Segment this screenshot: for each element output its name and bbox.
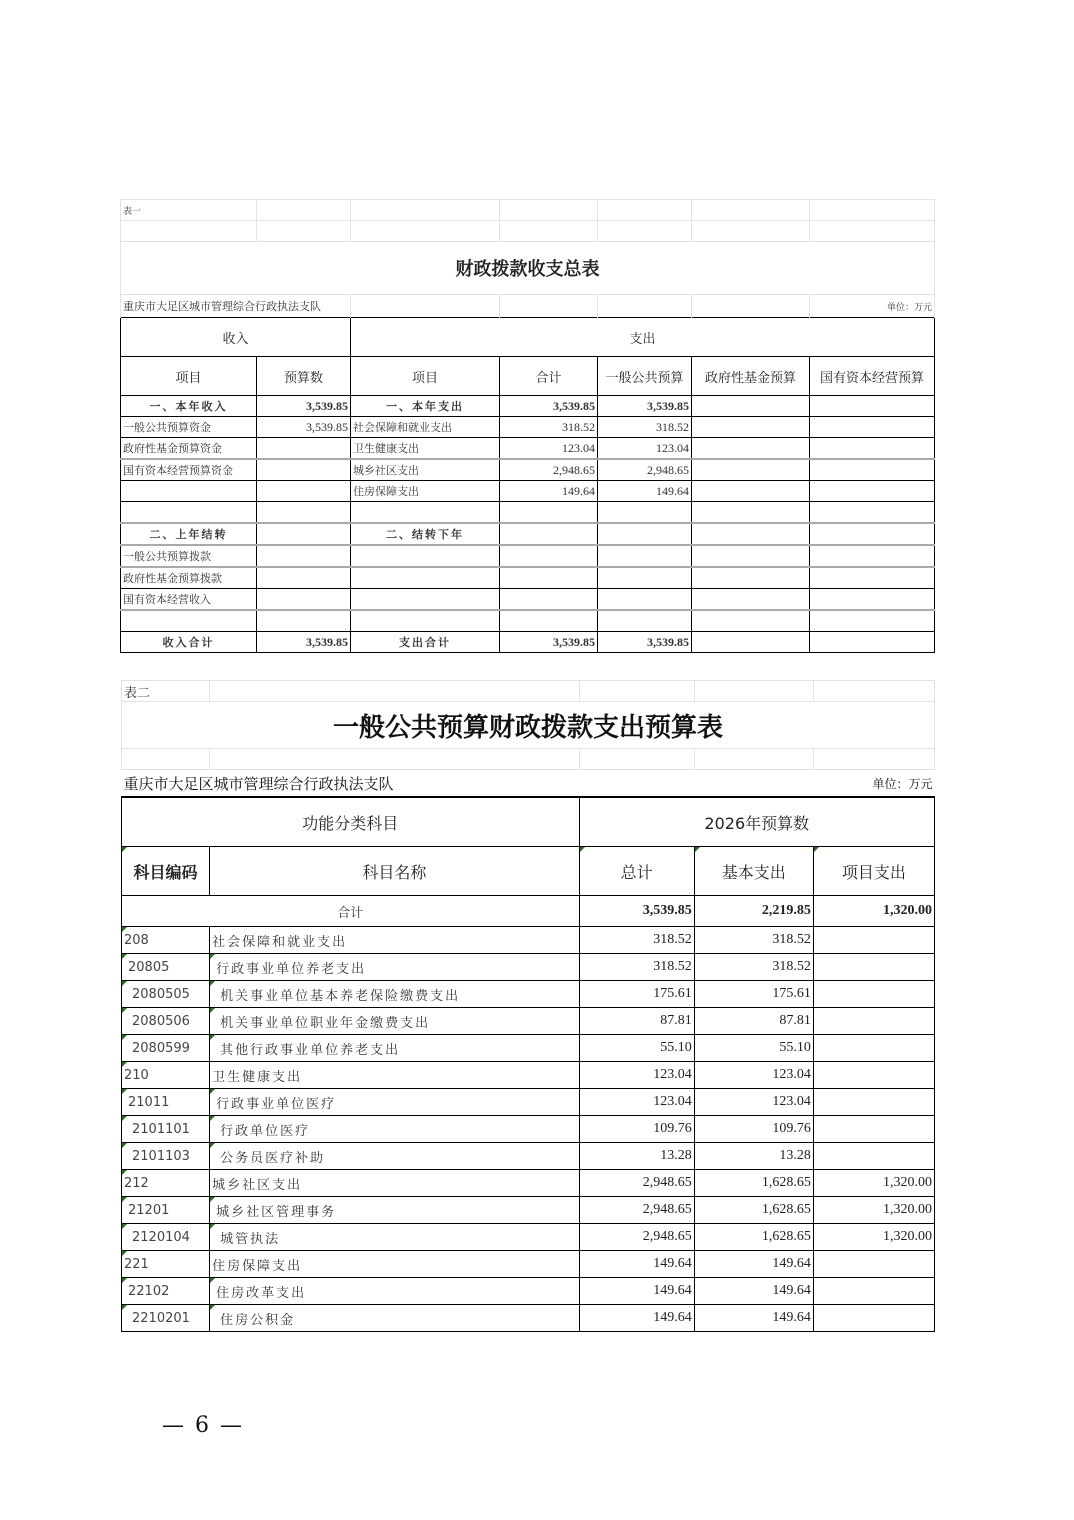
cell-general (598, 523, 692, 545)
cell-total: 3,539.85 (500, 396, 598, 417)
cell-project (813, 1062, 934, 1089)
cell-total: 2,948.65 (579, 1224, 694, 1251)
table-row (122, 981, 935, 1008)
col-header: 合计 (500, 357, 598, 396)
project-amount: 1,320.00 (813, 896, 934, 927)
cell-fund (692, 545, 810, 567)
cell-in-amt: 3,539.85 (257, 396, 351, 417)
table-row (122, 954, 935, 981)
cell-ex-item (351, 567, 500, 589)
cell-fund (692, 396, 810, 417)
cell-state (810, 523, 935, 545)
cell-in-item: 二、上年结转 (121, 523, 257, 545)
cell-total (500, 589, 598, 611)
cell-in-amt (257, 438, 351, 460)
table-row (121, 417, 935, 438)
table-row (122, 1089, 935, 1116)
cell-state (810, 459, 935, 481)
cell-total: 123.04 (579, 1062, 694, 1089)
cell-name: 行政事业单位养老支出 (210, 954, 579, 981)
cell-name: 住房改革支出 (210, 1278, 579, 1305)
cell-basic: 1,628.65 (694, 1170, 813, 1197)
cell-total (500, 545, 598, 567)
cell-total: 2,948.65 (579, 1197, 694, 1224)
cell-total: 175.61 (579, 981, 694, 1008)
cell-basic: 55.10 (694, 1035, 813, 1062)
cell-total: 13.28 (579, 1143, 694, 1170)
cell-total: 123.04 (579, 1089, 694, 1116)
cell-total (500, 610, 598, 632)
cell-project (813, 1035, 934, 1062)
cell-code: 2080505 (122, 981, 210, 1008)
cell-basic: 1,628.65 (694, 1224, 813, 1251)
cell-code: 2120104 (122, 1224, 210, 1251)
cell-total: 109.76 (579, 1116, 694, 1143)
cell-code: 2101103 (122, 1143, 210, 1170)
cell-total: 318.52 (579, 954, 694, 981)
total-label: 合计 (122, 896, 580, 927)
col-header: 总计 (579, 847, 694, 896)
cell-in-item (121, 481, 257, 502)
cell-general (598, 610, 692, 632)
cell-code: 210 (122, 1062, 210, 1089)
cell-project: 1,320.00 (813, 1224, 934, 1251)
cell-code: 221 (122, 1251, 210, 1278)
table-row (121, 438, 935, 460)
cell-in-item: 政府性基金预算拨款 (121, 567, 257, 589)
cell-in-amt (257, 610, 351, 632)
cell-basic: 149.64 (694, 1305, 813, 1332)
table-row (122, 1278, 935, 1305)
cell-basic: 123.04 (694, 1062, 813, 1089)
cell-in-item: 一般公共预算拨款 (121, 545, 257, 567)
fiscal-summary-table (120, 199, 935, 653)
table-row (122, 1170, 935, 1197)
cell-name: 其他行政事业单位养老支出 (210, 1035, 579, 1062)
cell-in-amt (257, 459, 351, 481)
cell-ex-item: 二、结转下年 (351, 523, 500, 545)
cell-general (598, 502, 692, 524)
cell-in-amt (257, 545, 351, 567)
cell-state (810, 438, 935, 460)
table-row (122, 1224, 935, 1251)
cell-in-amt: 3,539.85 (257, 417, 351, 438)
cell-general: 3,539.85 (598, 632, 692, 653)
expense-header: 支出 (351, 318, 935, 357)
col-header: 国有资本经营预算 (810, 357, 935, 396)
cell-general: 318.52 (598, 417, 692, 438)
cell-fund (692, 502, 810, 524)
cell-total: 149.64 (579, 1305, 694, 1332)
table-row (121, 545, 935, 567)
col-header: 项目 (351, 357, 500, 396)
cell-state (810, 567, 935, 589)
cell-general: 2,948.65 (598, 459, 692, 481)
cell-code: 2080599 (122, 1035, 210, 1062)
cell-total: 149.64 (579, 1251, 694, 1278)
table-row (121, 481, 935, 502)
cell-in-item: 一般公共预算资金 (121, 417, 257, 438)
col-header: 项目支出 (813, 847, 934, 896)
cell-name: 卫生健康支出 (210, 1062, 579, 1089)
cell-project (813, 1143, 934, 1170)
total-amount: 3,539.85 (579, 896, 694, 927)
cell-state (810, 589, 935, 611)
cell-code: 21201 (122, 1197, 210, 1224)
cell-total: 149.64 (579, 1278, 694, 1305)
cell-project (813, 1089, 934, 1116)
cell-project (813, 1305, 934, 1332)
cell-total (500, 567, 598, 589)
cell-ex-item: 住房保障支出 (351, 481, 500, 502)
cell-in-item: 国有资本经营预算资金 (121, 459, 257, 481)
cell-total: 87.81 (579, 1008, 694, 1035)
table-row (122, 1197, 935, 1224)
table-row (121, 523, 935, 545)
cell-in-item: 一、本年收入 (121, 396, 257, 417)
cell-ex-item (351, 545, 500, 567)
cell-project (813, 1251, 934, 1278)
cell-name: 社会保障和就业支出 (210, 927, 579, 954)
col-header: 基本支出 (694, 847, 813, 896)
cell-ex-item: 支出合计 (351, 632, 500, 653)
table-row (121, 396, 935, 417)
cell-in-item (121, 502, 257, 524)
cell-in-item (121, 610, 257, 632)
table-row (122, 927, 935, 954)
cell-in-amt (257, 523, 351, 545)
cell-fund (692, 589, 810, 611)
cell-code: 21011 (122, 1089, 210, 1116)
cell-project (813, 1278, 934, 1305)
cell-general (598, 567, 692, 589)
cell-fund (692, 610, 810, 632)
cell-in-amt (257, 502, 351, 524)
cell-project (813, 1116, 934, 1143)
cell-code: 2080506 (122, 1008, 210, 1035)
cell-name: 机关事业单位职业年金缴费支出 (210, 1008, 579, 1035)
cell-fund (692, 632, 810, 653)
cell-project: 1,320.00 (813, 1170, 934, 1197)
cell-general: 123.04 (598, 438, 692, 460)
cell-ex-item: 一、本年支出 (351, 396, 500, 417)
unit-label: 单位：万元 (813, 770, 934, 798)
cell-project (813, 954, 934, 981)
cell-state (810, 502, 935, 524)
cell-basic: 123.04 (694, 1089, 813, 1116)
cell-code: 22102 (122, 1278, 210, 1305)
cell-fund (692, 567, 810, 589)
table-row (122, 1008, 935, 1035)
cell-state (810, 481, 935, 502)
cell-total: 2,948.65 (500, 459, 598, 481)
cell-in-amt (257, 589, 351, 611)
col-header: 政府性基金预算 (692, 357, 810, 396)
cell-total: 149.64 (500, 481, 598, 502)
cell-ex-item: 社会保障和就业支出 (351, 417, 500, 438)
cell-code: 208 (122, 927, 210, 954)
cell-basic: 318.52 (694, 927, 813, 954)
organization-name: 重庆市大足区城市管理综合行政执法支队 (121, 295, 351, 318)
cell-code: 2101101 (122, 1116, 210, 1143)
cell-in-item: 国有资本经营收入 (121, 589, 257, 611)
cell-ex-item (351, 502, 500, 524)
table-row (122, 1305, 935, 1332)
cell-project (813, 1008, 934, 1035)
table-row (121, 632, 935, 653)
basic-amount: 2,219.85 (694, 896, 813, 927)
cell-basic: 1,628.65 (694, 1197, 813, 1224)
table-title: 一般公共预算财政拨款支出预算表 (122, 702, 935, 749)
cell-ex-item: 城乡社区支出 (351, 459, 500, 481)
cell-name: 机关事业单位基本养老保险缴费支出 (210, 981, 579, 1008)
cell-state (810, 610, 935, 632)
cell-project (813, 927, 934, 954)
organization-name: 重庆市大足区城市管理综合行政执法支队 (122, 770, 580, 798)
table-row (121, 589, 935, 611)
cell-total: 3,539.85 (500, 632, 598, 653)
table-title: 财政拨款收支总表 (121, 242, 935, 295)
col-header: 科目编码 (122, 847, 210, 896)
col-header: 一般公共预算 (598, 357, 692, 396)
cell-ex-item (351, 610, 500, 632)
table-row (122, 1035, 935, 1062)
cell-project: 1,320.00 (813, 1197, 934, 1224)
table-row (121, 459, 935, 481)
table-row (121, 610, 935, 632)
cell-ex-item (351, 589, 500, 611)
total-row (122, 896, 935, 927)
cell-name: 城乡社区支出 (210, 1170, 579, 1197)
cell-in-item: 收入合计 (121, 632, 257, 653)
cell-name: 城乡社区管理事务 (210, 1197, 579, 1224)
general-budget-expense-table (121, 680, 935, 1332)
cell-total (500, 502, 598, 524)
cell-basic: 109.76 (694, 1116, 813, 1143)
cell-code: 2210201 (122, 1305, 210, 1332)
cell-fund (692, 523, 810, 545)
cell-fund (692, 438, 810, 460)
cell-basic: 149.64 (694, 1251, 813, 1278)
cell-in-item: 政府性基金预算资金 (121, 438, 257, 460)
col-header: 预算数 (257, 357, 351, 396)
unit-label: 单位：万元 (810, 295, 935, 318)
table-row (122, 1251, 935, 1278)
col-header: 科目名称 (210, 847, 579, 896)
cell-name: 住房公积金 (210, 1305, 579, 1332)
cell-fund (692, 417, 810, 438)
cell-general (598, 545, 692, 567)
cell-total: 318.52 (500, 417, 598, 438)
cell-general: 3,539.85 (598, 396, 692, 417)
income-header: 收入 (121, 318, 351, 357)
cell-total: 318.52 (579, 927, 694, 954)
page-number: — 6 — (162, 1413, 244, 1438)
table-row (122, 1062, 935, 1089)
table-row (122, 1143, 935, 1170)
cell-name: 住房保障支出 (210, 1251, 579, 1278)
cell-state (810, 396, 935, 417)
cell-code: 212 (122, 1170, 210, 1197)
cell-basic: 149.64 (694, 1278, 813, 1305)
cell-name: 城管执法 (210, 1224, 579, 1251)
cell-basic: 13.28 (694, 1143, 813, 1170)
table-row (121, 567, 935, 589)
cell-state (810, 417, 935, 438)
cell-state (810, 632, 935, 653)
cell-ex-item: 卫生健康支出 (351, 438, 500, 460)
table-label: 表一 (121, 200, 257, 221)
cell-basic: 175.61 (694, 981, 813, 1008)
cell-basic: 87.81 (694, 1008, 813, 1035)
cell-total: 2,948.65 (579, 1170, 694, 1197)
col-header: 项目 (121, 357, 257, 396)
cell-name: 行政事业单位医疗 (210, 1089, 579, 1116)
cell-general (598, 589, 692, 611)
cell-fund (692, 481, 810, 502)
cell-in-amt (257, 481, 351, 502)
table-row (121, 502, 935, 524)
cell-general: 149.64 (598, 481, 692, 502)
budget-year-header: 2026年预算数 (579, 797, 934, 847)
cell-total: 123.04 (500, 438, 598, 460)
function-category-header: 功能分类科目 (122, 797, 580, 847)
cell-code: 20805 (122, 954, 210, 981)
cell-project (813, 981, 934, 1008)
cell-in-amt: 3,539.85 (257, 632, 351, 653)
cell-state (810, 545, 935, 567)
table-row (122, 1116, 935, 1143)
cell-fund (692, 459, 810, 481)
cell-name: 公务员医疗补助 (210, 1143, 579, 1170)
cell-basic: 318.52 (694, 954, 813, 981)
cell-name: 行政单位医疗 (210, 1116, 579, 1143)
cell-total: 55.10 (579, 1035, 694, 1062)
table-label: 表二 (122, 681, 210, 702)
cell-in-amt (257, 567, 351, 589)
cell-total (500, 523, 598, 545)
